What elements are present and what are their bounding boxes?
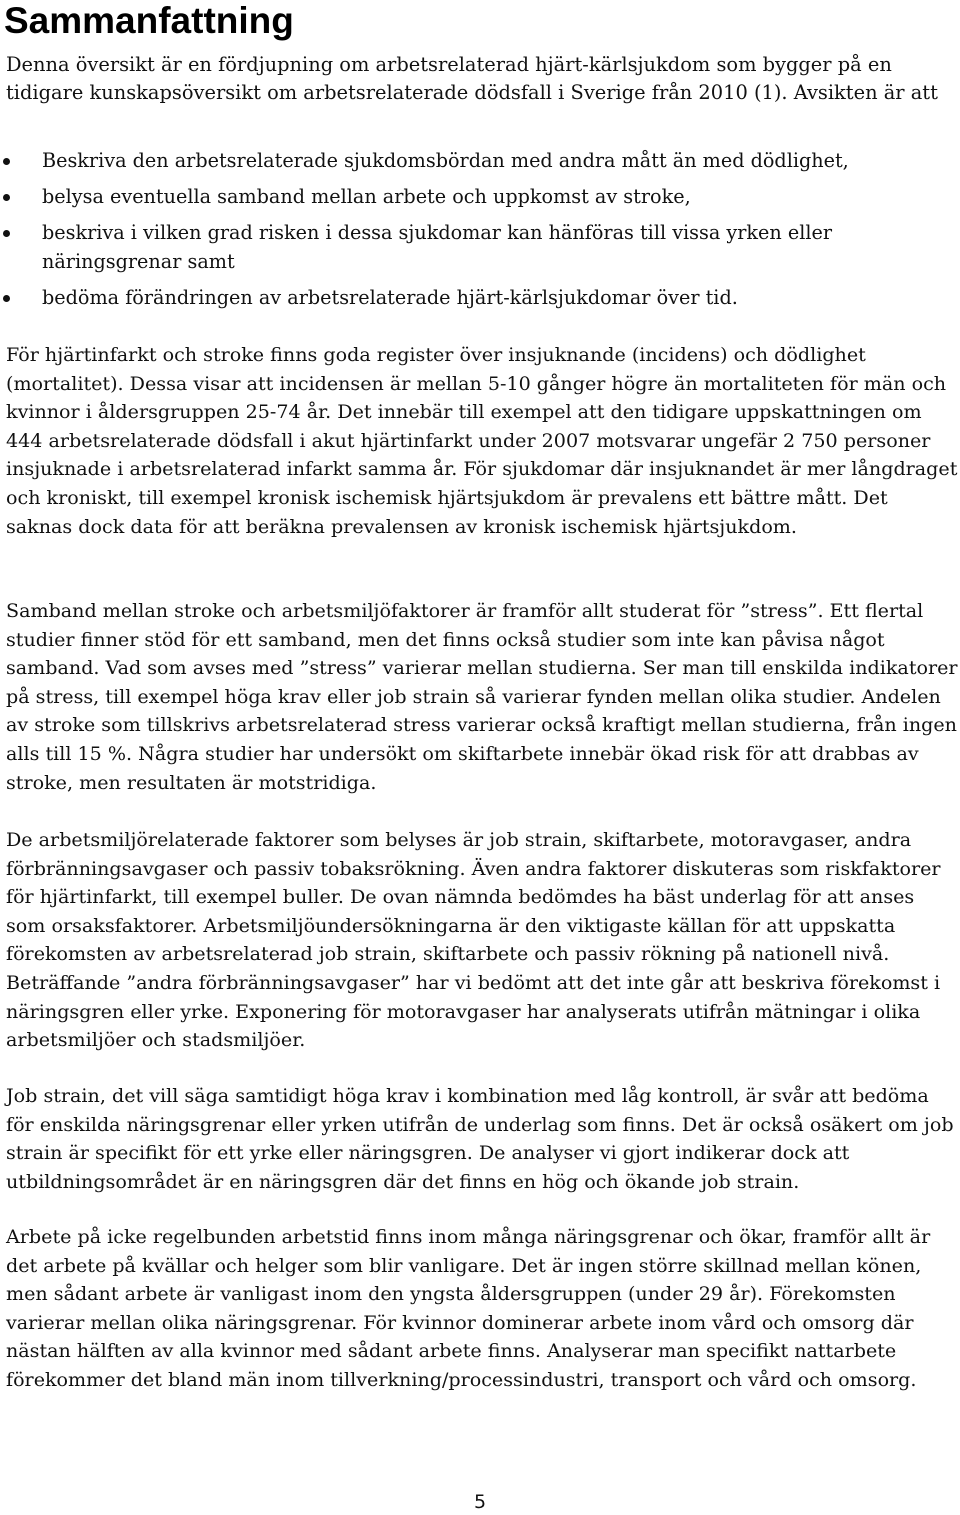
paragraph-job-strain: Job strain, det vill säga samtidigt höga krav i kombination med låg kontroll, är svår att bedöma för enskilda näringsgrenar eller yrken utifrån de underlag som finns. Det är också osäkert om job strain är specifikt för ett yrke eller näringsgren. De analyser vi gjort indikerar dock att utbildningsområdet är en näringsgren där det finns en hög och ökande job strain.	[6, 1084, 954, 1193]
paragraph-risk-factors: De arbetsmiljörelaterade faktorer som belyses är job strain, skiftarbete, motoravgaser, andra förbränningsavgaser och passiv tobaksrökning. Även andra faktorer diskuteras som riskfaktorer för hjärtinfarkt, till exempel buller. De ovan nämnda bedömdes ha bäst underlag för att anses som orsaksfaktorer. Arbetsmiljöundersökningarna är den viktigaste källan för att uppskatta förekomsten av arbetsrelaterad job strain, skiftarbete och passiv rökning på nationell nivå. Beträffande ”andra förbränningsavgaser” har vi bedömt att det inte går att beskriva förekomst i näringsgren eller yrke. Exponering för motoravgaser har analyserats utifrån mätningar i olika arbetsmiljöer och stadsmiljöer.	[6, 828, 941, 1052]
aims-list	[0, 146, 955, 319]
bullet-icon	[3, 230, 10, 237]
paragraph-incidence: För hjärtinfarkt och stroke finns goda register över insjuknande (incidens) och dödlighet (mortalitet). Dessa visar att incidensen är mellan 5-10 gånger högre än mortaliteten för män och kvinnor i åldersgruppen 25-74 år. Det innebär till exempel att den tidigare uppskattningen om 444 arbetsrelaterade dödsfall i akut hjärtinfarkt under 2007 motsvarar ungefär 2 750 personer insjuknade i arbetsrelaterad infarkt samma år. För sjukdomar där insjuknandet är mer långdraget och kroniskt, till exempel kronisk ischemisk hjärtsjukdom är prevalens ett bättre mått. Det saknas dock data för att beräkna prevalensen av kronisk ischemisk hjärtsjukdom.	[6, 343, 958, 538]
list-item	[0, 283, 955, 312]
intro-paragraph: Denna översikt är en fördjupning om arbetsrelaterad hjärt-kärlsjukdom som bygger på en tidigare kunskapsöversikt om arbetsrelaterade dödsfall i Sverige från 2010 (1). Avsikten är att	[6, 53, 938, 104]
list-item	[0, 146, 955, 175]
list-item-text: belysa eventuella samband mellan arbete och uppkomst av stroke,	[42, 185, 691, 208]
page-title: Sammanfattning	[4, 0, 294, 41]
paragraph-irregular-hours: Arbete på icke regelbunden arbetstid finns inom många näringsgrenar och ökar, framför allt är det arbete på kvällar och helger som blir vanligare. Det är ingen större skillnad mellan könen, men sådant arbete är vanligast inom den yngsta åldersgruppen (under 29 år). Förekomsten varierar mellan olika näringsgrenar. För kvinnor dominerar arbete inom vård och omsorg där nästan hälften av alla kvinnor med sådant arbete finns. Analyserar man specifikt nattarbete förekommer det bland män inom tillverkning/processindustri, transport och vård och omsorg.	[6, 1225, 931, 1391]
bullet-icon	[3, 194, 10, 201]
bullet-icon	[3, 158, 10, 165]
page-number: 5	[473, 1491, 487, 1513]
list-item-text: Beskriva den arbetsrelaterade sjukdomsbördan med andra mått än med dödlighet,	[42, 149, 849, 172]
list-item	[0, 218, 955, 276]
list-item	[0, 182, 955, 211]
list-item-text: bedöma förändringen av arbetsrelaterade hjärt-kärlsjukdomar över tid.	[42, 286, 738, 309]
paragraph-stroke-stress: Samband mellan stroke och arbetsmiljöfaktorer är framför allt studerat för ”stress”. Ett flertal studier finner stöd för ett samband, men det finns också studier som inte kan påvisa något samband. Vad som avses med ”stress” varierar mellan studierna. Ser man till enskilda indikatorer på stress, till exempel höga krav eller job strain så varierar fynden mellan olika studier. Andelen av stroke som tillskrivs arbetsrelaterad stress varierar också kraftigt mellan studierna, från ingen alls till 15 %. Några studier har undersökt om skiftarbete innebär ökad risk för att drabbas av stroke, men resultaten är motstridiga.	[6, 599, 958, 794]
list-item-text: beskriva i vilken grad risken i dessa sjukdomar kan hänföras till vissa yrken eller näringsgrenar samt	[42, 221, 833, 273]
bullet-icon	[3, 295, 10, 302]
